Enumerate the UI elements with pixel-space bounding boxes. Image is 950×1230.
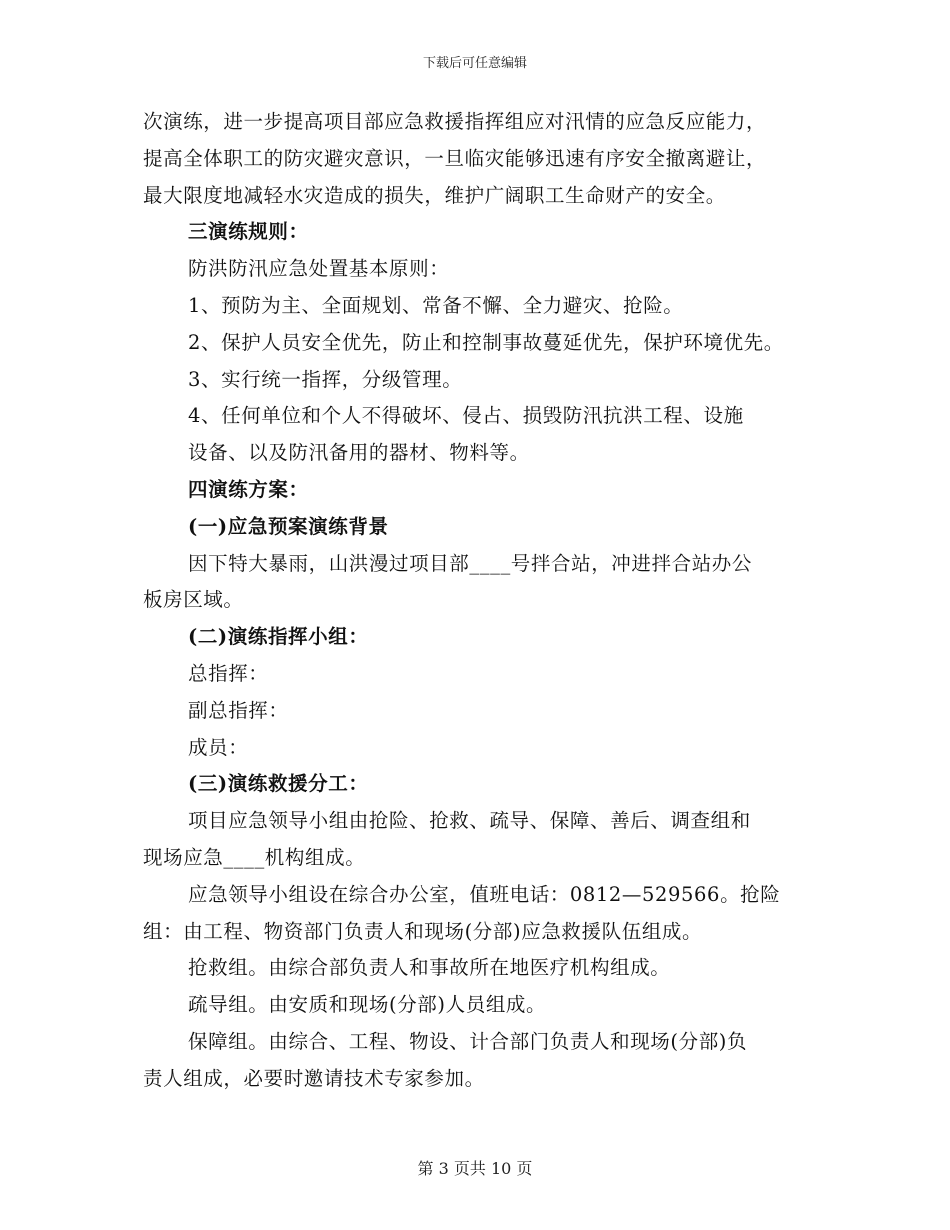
paragraph-line: 抢救组。由综合部负责人和事故所在地医疗机构组成。 (188, 956, 671, 980)
subsection-heading: (二)演练指挥小组： (188, 625, 369, 649)
list-item: 3、实行统一指挥，分级管理。 (188, 367, 463, 391)
paragraph-line: 总指挥： (188, 661, 269, 685)
paragraph-line: 组：由工程、物资部门负责人和现场(分部)应急救援队伍组成。 (143, 919, 703, 943)
paragraph-line: 防洪防汛应急处置基本原则： (188, 257, 450, 281)
paragraph-line: 提高全体职工的防灾避灾意识，一旦临灾能够迅速有序安全撤离避让， (143, 146, 767, 170)
paragraph-line: 副总指挥： (188, 698, 289, 722)
paragraph-line: 成员： (188, 735, 249, 759)
paragraph-line: 次演练，进一步提高项目部应急救援指挥组应对汛情的应急反应能力， (143, 110, 767, 133)
paragraph-line: 项目应急领导小组由抢险、抢救、疏导、保障、善后、调查组和 (188, 809, 751, 833)
document-body (143, 104, 823, 1098)
subsection-heading: (一)应急预案演练背景 (188, 514, 389, 538)
paragraph-line: 应急领导小组设在综合办公室，值班电话：0812—529566。抢险 (188, 882, 781, 906)
list-item: 4、任何单位和个人不得破坏、侵占、损毁防汛抗洪工程、设施 (188, 404, 744, 428)
paragraph-line: 板房区域。 (143, 588, 244, 612)
section-heading: 四演练方案： (188, 477, 309, 501)
subsection-heading: (三)演练救援分工： (188, 772, 369, 796)
paragraph-line: 现场应急____机构组成。 (143, 845, 366, 869)
section-heading: 三演练规则： (188, 220, 309, 244)
paragraph-line: 责人组成，必要时邀请技术专家参加。 (143, 1066, 485, 1090)
paragraph-line: 因下特大暴雨，山洪漫过项目部____号拌合站，冲进拌合站办公 (188, 551, 753, 575)
page-footer: 第 3 页共 10 页 (417, 1159, 533, 1178)
paragraph-line: 保障组。由综合、工程、物设、计合部门负责人和现场(分部)负 (188, 1029, 748, 1053)
paragraph-line: 最大限度地减轻水灾造成的损失，维护广阔职工生命财产的安全。 (143, 183, 726, 207)
list-item: 1、预防为主、全面规划、常备不懈、全力避灾、抢险。 (188, 293, 684, 317)
paragraph-line: 疏导组。由安质和现场(分部)人员组成。 (188, 993, 547, 1017)
list-item-continuation: 设备、以及防汛备用的器材、物料等。 (188, 441, 530, 465)
list-item: 2、保护人员安全优先，防止和控制事故蔓延优先，保护环境优先。 (188, 330, 784, 354)
page-header: 下载后可任意编辑 (422, 56, 527, 71)
